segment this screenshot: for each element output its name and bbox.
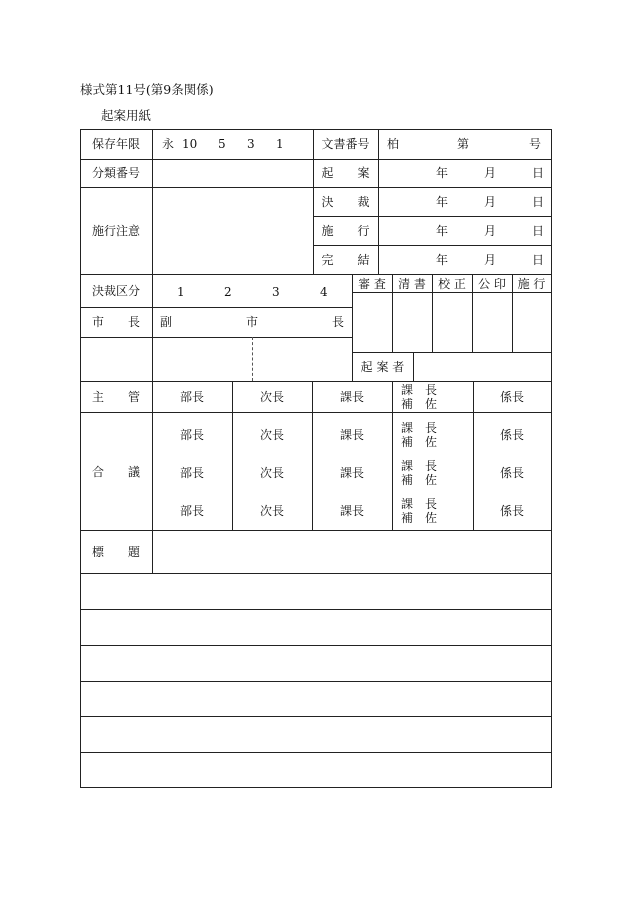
position-kakarichou: 係長 bbox=[499, 504, 524, 518]
rule bbox=[80, 530, 551, 531]
text: 課 長 bbox=[401, 421, 438, 435]
position-buchou: 部長 bbox=[179, 428, 204, 442]
vice-mayor-chou: 長 bbox=[332, 315, 345, 329]
position-kachou-hosa bbox=[401, 383, 437, 411]
label-notes: 施行注意 bbox=[91, 224, 140, 238]
rule bbox=[392, 381, 393, 412]
position-kachou: 課長 bbox=[339, 504, 364, 518]
text: 補 佐 bbox=[401, 511, 438, 525]
rule bbox=[80, 337, 352, 338]
rule bbox=[80, 573, 551, 574]
rule bbox=[80, 187, 551, 188]
label-drafter: 起 案 者 bbox=[360, 360, 405, 374]
rule bbox=[152, 129, 153, 381]
rule bbox=[313, 216, 551, 217]
retention-value: 3 bbox=[247, 137, 255, 151]
label-kessai: 決 裁 bbox=[321, 195, 370, 209]
form-title: 起案用紙 bbox=[101, 108, 152, 123]
position-kakarichou: 係長 bbox=[499, 466, 524, 480]
date-day: 日 bbox=[532, 253, 545, 267]
text: 補 佐 bbox=[401, 435, 438, 449]
rule bbox=[80, 716, 551, 717]
text: 補 佐 bbox=[401, 397, 438, 411]
position-buchou: 部長 bbox=[179, 504, 204, 518]
label-shukan: 主 管 bbox=[91, 390, 140, 404]
rule bbox=[80, 412, 551, 413]
label-hyoudai: 標 題 bbox=[91, 545, 140, 559]
table-border-top bbox=[80, 129, 551, 130]
date-year: 年 bbox=[436, 224, 449, 238]
position-jichou: 次長 bbox=[259, 466, 284, 480]
retention-value: 1 bbox=[276, 137, 284, 151]
rule bbox=[413, 352, 414, 381]
rule bbox=[80, 307, 352, 308]
retention-value: 永 bbox=[162, 137, 175, 151]
position-buchou: 部長 bbox=[179, 390, 204, 404]
label-kousei: 校 正 bbox=[438, 277, 466, 291]
decision-value: 3 bbox=[272, 285, 280, 299]
label-kanketsu: 完 結 bbox=[321, 253, 370, 267]
text: 課 長 bbox=[401, 459, 438, 473]
date-year: 年 bbox=[436, 166, 449, 180]
date-year: 年 bbox=[436, 253, 449, 267]
date-day: 日 bbox=[532, 224, 545, 238]
position-kachou-hosa bbox=[401, 497, 437, 525]
rule bbox=[352, 352, 551, 353]
rule bbox=[80, 381, 551, 382]
label-kian: 起 案 bbox=[321, 166, 370, 180]
rule bbox=[80, 681, 551, 682]
text: 補 佐 bbox=[401, 473, 438, 487]
decision-value: 4 bbox=[320, 285, 328, 299]
label-shikou-small: 施 行 bbox=[517, 277, 546, 291]
vice-mayor-fuku: 副 bbox=[160, 315, 173, 329]
label-shikou: 施 行 bbox=[321, 224, 370, 238]
position-kachou-hosa bbox=[401, 421, 437, 449]
position-buchou: 部長 bbox=[179, 466, 204, 480]
label-kouin: 公 印 bbox=[478, 277, 506, 291]
retention-value: 5 bbox=[218, 137, 226, 151]
rule bbox=[152, 530, 153, 573]
rule bbox=[80, 645, 551, 646]
position-jichou: 次長 bbox=[259, 390, 284, 404]
rule bbox=[378, 129, 379, 274]
date-month: 月 bbox=[484, 253, 497, 267]
doc-number-prefix: 柏 bbox=[387, 137, 400, 151]
table-border-right bbox=[551, 129, 552, 788]
form-number: 様式第11号(第9条関係) bbox=[80, 82, 214, 97]
rule bbox=[80, 274, 551, 275]
rule bbox=[252, 337, 253, 381]
position-kachou: 課長 bbox=[339, 390, 364, 404]
label-seisho: 清 書 bbox=[398, 277, 426, 291]
decision-value: 2 bbox=[224, 285, 232, 299]
position-jichou: 次長 bbox=[259, 504, 284, 518]
text: 課 長 bbox=[401, 383, 438, 397]
rule bbox=[392, 412, 393, 530]
label-classification: 分類番号 bbox=[91, 166, 140, 180]
label-aigi: 合 議 bbox=[91, 465, 140, 479]
rule bbox=[80, 159, 551, 160]
date-month: 月 bbox=[484, 195, 497, 209]
rule bbox=[352, 292, 551, 293]
position-kachou: 課長 bbox=[339, 466, 364, 480]
vice-mayor-shi: 市 bbox=[246, 315, 259, 329]
label-retention: 保存年限 bbox=[91, 137, 140, 151]
date-day: 日 bbox=[532, 195, 545, 209]
position-kakarichou: 係長 bbox=[499, 390, 524, 404]
label-mayor: 市 長 bbox=[91, 315, 140, 329]
rule bbox=[80, 609, 551, 610]
position-kachou: 課長 bbox=[339, 428, 364, 442]
position-kachou-hosa bbox=[401, 459, 437, 487]
label-decision-division: 決裁区分 bbox=[91, 284, 140, 298]
decision-value: 1 bbox=[177, 285, 185, 299]
text: 課 長 bbox=[401, 497, 438, 511]
rule bbox=[80, 752, 551, 753]
position-kakarichou: 係長 bbox=[499, 428, 524, 442]
date-year: 年 bbox=[436, 195, 449, 209]
doc-number-gou: 号 bbox=[529, 137, 542, 151]
label-shinsa: 審 査 bbox=[358, 277, 386, 291]
table-border-bottom bbox=[80, 787, 551, 788]
date-day: 日 bbox=[532, 166, 545, 180]
date-month: 月 bbox=[484, 166, 497, 180]
date-month: 月 bbox=[484, 224, 497, 238]
retention-value: 10 bbox=[182, 137, 198, 151]
position-jichou: 次長 bbox=[259, 428, 284, 442]
rule bbox=[313, 245, 551, 246]
doc-number-dai: 第 bbox=[457, 137, 470, 151]
label-doc-number: 文書番号 bbox=[321, 137, 370, 151]
